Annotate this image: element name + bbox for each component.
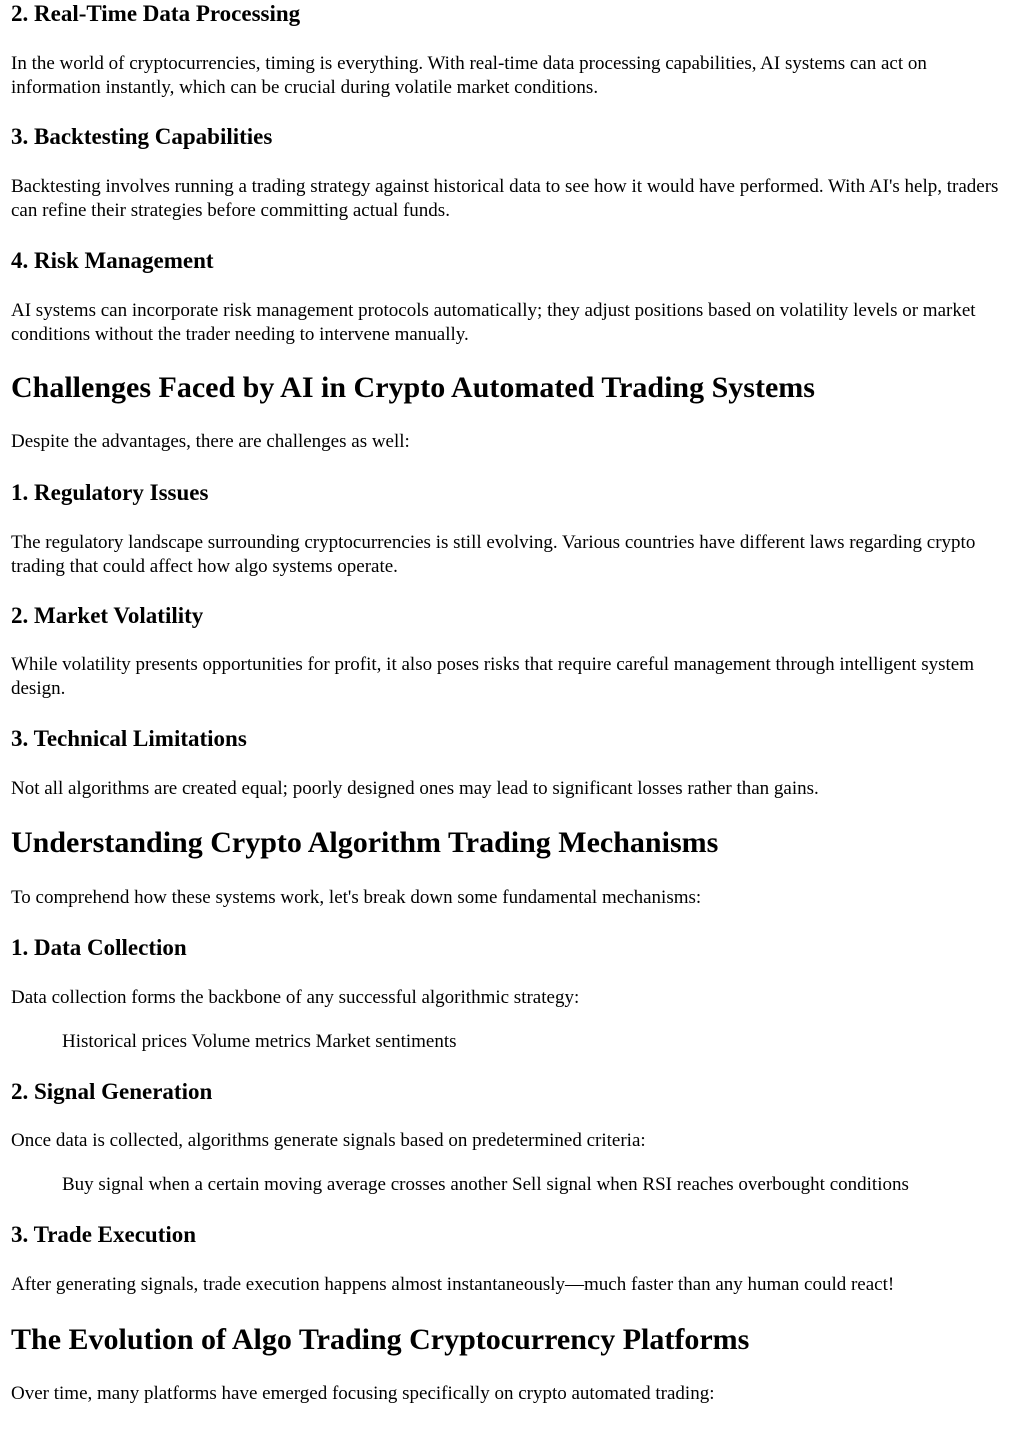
challenges-intro: Despite the advantages, there are challenges as well:: [11, 431, 410, 452]
section-text-real-time: In the world of cryptocurrencies, timing is everything. With real-time data processing capabilities, AI systems can act on information instantly, which can be crucial during volatile market conditions.: [11, 53, 927, 98]
challenge-text-volatility: While volatility presents opportunities for profit, it also poses risks that require careful management through intelligent system design.: [11, 654, 974, 699]
mechanism-text-trade-execution: After generating signals, trade execution happens almost instantaneously—much faster than any human could react!: [11, 1274, 895, 1295]
section-heading-backtesting: 3. Backtesting Capabilities: [11, 124, 273, 149]
mechanism-heading-data-collection: 1. Data Collection: [11, 935, 187, 960]
challenges-title: Challenges Faced by AI in Crypto Automated Trading Systems: [11, 371, 815, 404]
challenge-heading-volatility: 2. Market Volatility: [11, 603, 204, 628]
mechanism-quote-signal-generation: Buy signal when a certain moving average crosses another Sell signal when RSI reaches overbought conditions: [62, 1174, 909, 1195]
section-text-backtesting: Backtesting involves running a trading strategy against historical data to see how it would have performed. With AI's help, traders can refine their strategies before committing actual funds.: [11, 176, 999, 221]
section-heading-real-time: 2. Real-Time Data Processing: [11, 1, 301, 26]
challenge-heading-regulatory: 1. Regulatory Issues: [11, 480, 209, 505]
challenge-text-regulatory: The regulatory landscape surrounding cryptocurrencies is still evolving. Various countries have different laws regarding crypto trading that could affect how algo systems operate.: [11, 532, 976, 577]
mechanism-quote-data-collection: Historical prices Volume metrics Market sentiments: [62, 1031, 457, 1052]
mechanism-text-data-collection: Data collection forms the backbone of any successful algorithmic strategy:: [11, 987, 580, 1008]
evolution-title: The Evolution of Algo Trading Cryptocurrency Platforms: [11, 1323, 750, 1356]
mechanism-heading-trade-execution: 3. Trade Execution: [11, 1222, 197, 1247]
evolution-intro: Over time, many platforms have emerged focusing specifically on crypto automated trading:: [11, 1383, 715, 1404]
section-text-risk: AI systems can incorporate risk management protocols automatically; they adjust positions based on volatility levels or market conditions without the trader needing to intervene manually.: [11, 300, 976, 345]
challenge-text-technical: Not all algorithms are created equal; poorly designed ones may lead to significant losses rather than gains.: [11, 778, 819, 799]
section-heading-risk: 4. Risk Management: [11, 248, 214, 273]
mechanism-text-signal-generation: Once data is collected, algorithms generate signals based on predetermined criteria:: [11, 1130, 646, 1151]
mechanism-heading-signal-generation: 2. Signal Generation: [11, 1079, 213, 1104]
challenge-heading-technical: 3. Technical Limitations: [11, 726, 247, 751]
mechanisms-title: Understanding Crypto Algorithm Trading Mechanisms: [11, 826, 719, 859]
mechanisms-intro: To comprehend how these systems work, let's break down some fundamental mechanisms:: [11, 887, 702, 908]
